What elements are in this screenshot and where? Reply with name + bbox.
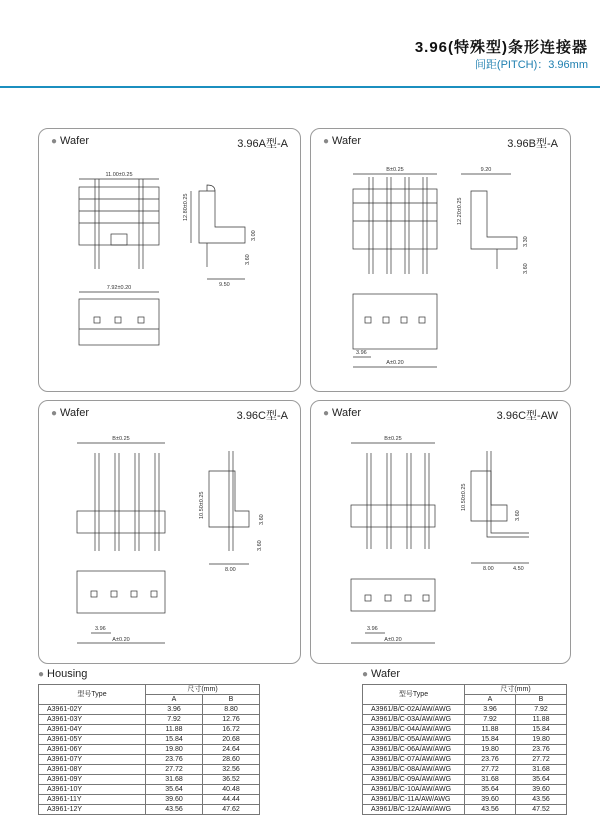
- table-row: [39, 775, 260, 785]
- cell-type: A3961-06Y: [39, 745, 146, 755]
- dim-top: 9.20: [480, 167, 492, 173]
- table-row: [39, 805, 260, 815]
- header-rule: [0, 86, 600, 88]
- cell-type: A3961/B/C-05A/AW/AWG: [363, 735, 465, 745]
- col-b: B: [516, 695, 567, 705]
- dim-d1: 3.60: [259, 514, 265, 525]
- cell-a: 19.80: [146, 745, 203, 755]
- pitch-subtitle: 间距(PITCH)：3.96mm: [474, 59, 588, 71]
- table-row: [363, 785, 567, 795]
- cell-type: A3961-07Y: [39, 755, 146, 765]
- dim-height: 10.50±0.25: [199, 491, 205, 519]
- cell-type: A3961-11Y: [39, 795, 146, 805]
- cell-a: 11.88: [465, 725, 516, 735]
- cell-type: A3961-08Y: [39, 765, 146, 775]
- dim-height: 10.50±0.25: [461, 483, 467, 511]
- panel-model: 3.96C型-A: [236, 410, 288, 422]
- panel-model: 3.96C型-AW: [496, 410, 558, 422]
- table-row: [39, 765, 260, 775]
- cell-b: 43.56: [516, 795, 567, 805]
- cell-a: 35.64: [146, 785, 203, 795]
- cell-type: A3961-03Y: [39, 715, 146, 725]
- cell-type: A3961/B/C-11A/AW/AWG: [363, 795, 465, 805]
- panel-label: ● Wafer: [51, 135, 89, 147]
- table-row: [39, 785, 260, 795]
- cell-type: A3961-04Y: [39, 725, 146, 735]
- table-row: [363, 765, 567, 775]
- dim-pitch: 7.92±0.20: [106, 285, 132, 291]
- table-row: [39, 755, 260, 765]
- cell-a: 3.96: [465, 705, 516, 715]
- cell-type: A3961/B/C-08A/AW/AWG: [363, 765, 465, 775]
- cell-b: 12.76: [203, 715, 260, 725]
- dim-pitch: 3.96: [367, 626, 378, 632]
- cell-type: A3961/B/C-10A/AW/AWG: [363, 785, 465, 795]
- cell-b: 28.60: [203, 755, 260, 765]
- cell-a: 7.92: [465, 715, 516, 725]
- dim-depth: 8.00: [225, 567, 236, 573]
- cell-type: A3961/B/C-02A/AW/AWG: [363, 705, 465, 715]
- cell-a: 39.60: [465, 795, 516, 805]
- dim-depth: 9.50: [219, 282, 230, 288]
- dim-depth: 8.00: [483, 566, 494, 572]
- table-row: [39, 795, 260, 805]
- dim-width: B±0.25: [384, 436, 402, 442]
- cell-a: 27.72: [465, 765, 516, 775]
- panel-model: 3.96B型-A: [507, 138, 558, 150]
- cell-b: 31.68: [516, 765, 567, 775]
- cell-a: 15.84: [146, 735, 203, 745]
- cell-type: A3961/B/C-04A/AW/AWG: [363, 725, 465, 735]
- panel-wafer-b: [310, 128, 571, 392]
- dim-a: A±0.20: [386, 360, 404, 366]
- cell-a: 43.56: [465, 805, 516, 815]
- cell-a: 7.92: [146, 715, 203, 725]
- panel-model: 3.96A型-A: [237, 138, 288, 150]
- cell-a: 43.56: [146, 805, 203, 815]
- cell-b: 15.84: [516, 725, 567, 735]
- cell-a: 15.84: [465, 735, 516, 745]
- cell-b: 23.76: [516, 745, 567, 755]
- dim-pitch: 3.96: [356, 350, 367, 356]
- cell-type: A3961/B/C-03A/AW/AWG: [363, 715, 465, 725]
- cell-b: 35.64: [516, 775, 567, 785]
- dim-a: A±0.20: [384, 637, 402, 643]
- dim-pitch: 3.96: [95, 626, 106, 632]
- cell-type: A3961-09Y: [39, 775, 146, 785]
- table-row: [39, 745, 260, 755]
- drawing-wafer-c-aw: [311, 401, 570, 663]
- dim-d2: 3.60: [245, 254, 251, 265]
- dim-d1: 3.60: [515, 510, 521, 521]
- dim-d2: 3.60: [257, 540, 263, 551]
- col-dim: 尺寸(mm): [465, 685, 567, 695]
- dim-width: B±0.25: [112, 436, 130, 442]
- cell-b: 47.52: [516, 805, 567, 815]
- table-row: [39, 705, 260, 715]
- cell-b: 8.80: [203, 705, 260, 715]
- cell-b: 39.60: [516, 785, 567, 795]
- cell-type: A3961-10Y: [39, 785, 146, 795]
- cell-b: 7.92: [516, 705, 567, 715]
- housing-table: [38, 684, 260, 815]
- cell-b: 32.56: [203, 765, 260, 775]
- dim-d1: 3.30: [523, 236, 529, 247]
- cell-b: 40.48: [203, 785, 260, 795]
- dim-width: B±0.25: [386, 167, 404, 173]
- dim-d2: 3.60: [523, 263, 529, 274]
- panel-label: ● Wafer: [323, 407, 361, 419]
- drawing-wafer-b: [311, 129, 570, 391]
- cell-type: A3961/B/C-06A/AW/AWG: [363, 745, 465, 755]
- cell-b: 19.80: [516, 735, 567, 745]
- dim-ext: 4.50: [513, 566, 524, 572]
- cell-a: 3.96: [146, 705, 203, 715]
- table-row: [363, 805, 567, 815]
- drawing-wafer-c: [39, 401, 300, 663]
- wafer-table: [362, 684, 567, 815]
- table-row: [363, 775, 567, 785]
- cell-b: 36.52: [203, 775, 260, 785]
- cell-a: 31.68: [146, 775, 203, 785]
- cell-a: 23.76: [465, 755, 516, 765]
- cell-b: 20.68: [203, 735, 260, 745]
- table-row: [363, 725, 567, 735]
- dim-height: 12.80±0.25: [183, 193, 189, 221]
- dim-a: A±0.20: [112, 637, 130, 643]
- cell-type: A3961/B/C-07A/AW/AWG: [363, 755, 465, 765]
- panel-wafer-a: [38, 128, 301, 392]
- table-row: [363, 755, 567, 765]
- cell-type: A3961-12Y: [39, 805, 146, 815]
- housing-title: ● Housing: [38, 668, 87, 680]
- panel-label: ● Wafer: [51, 407, 89, 419]
- cell-a: 27.72: [146, 765, 203, 775]
- cell-a: 35.64: [465, 785, 516, 795]
- table-row: [39, 715, 260, 725]
- cell-a: 19.80: [465, 745, 516, 755]
- dim-d1: 3.00: [251, 230, 257, 241]
- table-row: [39, 735, 260, 745]
- panel-label: ● Wafer: [323, 135, 361, 147]
- cell-a: 23.76: [146, 755, 203, 765]
- cell-b: 11.88: [516, 715, 567, 725]
- dim-height: 12.20±0.25: [457, 197, 463, 225]
- cell-a: 39.60: [146, 795, 203, 805]
- cell-type: A3961-02Y: [39, 705, 146, 715]
- cell-b: 44.44: [203, 795, 260, 805]
- cell-type: A3961-05Y: [39, 735, 146, 745]
- page-title: 3.96(特殊型)条形连接器: [414, 39, 588, 56]
- table-row: [363, 795, 567, 805]
- cell-a: 11.88: [146, 725, 203, 735]
- cell-b: 47.62: [203, 805, 260, 815]
- cell-b: 27.72: [516, 755, 567, 765]
- col-type: 型号Type: [39, 685, 146, 705]
- cell-b: 24.64: [203, 745, 260, 755]
- table-row: [39, 725, 260, 735]
- col-type: 型号Type: [363, 685, 465, 705]
- table-row: [363, 705, 567, 715]
- panel-wafer-c: [38, 400, 301, 664]
- panel-wafer-c-aw: [310, 400, 571, 664]
- table-row: [363, 735, 567, 745]
- col-dim: 尺寸(mm): [146, 685, 260, 695]
- col-a: A: [146, 695, 203, 705]
- col-b: B: [203, 695, 260, 705]
- cell-b: 16.72: [203, 725, 260, 735]
- table-row: [363, 745, 567, 755]
- cell-a: 31.68: [465, 775, 516, 785]
- dim-width: 11.00±0.25: [105, 172, 133, 178]
- wafer-title: ● Wafer: [362, 668, 400, 680]
- table-row: [363, 715, 567, 725]
- cell-type: A3961/B/C-09A/AW/AWG: [363, 775, 465, 785]
- cell-type: A3961/B/C-12A/AW/AWG: [363, 805, 465, 815]
- drawing-wafer-a: [39, 129, 300, 391]
- col-a: A: [465, 695, 516, 705]
